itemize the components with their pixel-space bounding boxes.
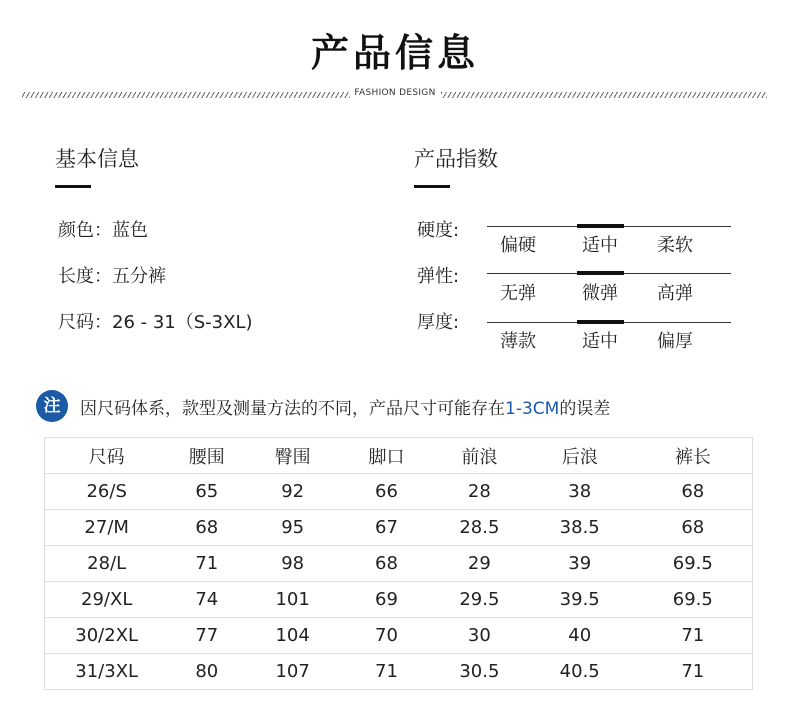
index-hardness-option: 柔软 [657, 235, 693, 256]
table-cell: 39 [526, 546, 634, 582]
table-cell: 39.5 [526, 582, 634, 618]
table-cell: 30 [433, 618, 526, 654]
table-row [45, 618, 753, 654]
table-cell: 71 [375, 661, 398, 682]
table-cell: 95 [245, 510, 340, 546]
table-cell: 68 [340, 546, 433, 582]
attr-length [58, 262, 166, 288]
table-header-cell: 裤长 [634, 438, 753, 474]
table-cell: 98 [245, 546, 340, 582]
table-header-cell: 前浪 [433, 438, 526, 474]
table-row [45, 582, 753, 618]
table-cell: 104 [245, 618, 340, 654]
note-badge-icon: 注 [36, 390, 68, 422]
table-cell: 107 [275, 661, 310, 682]
page-subtitle: FASHION DESIGN [354, 88, 436, 98]
table-cell: 28.5 [433, 510, 526, 546]
note-highlight: 1-3CM [505, 399, 560, 419]
attr-color [58, 216, 148, 242]
attr-color-value: 蓝色 [112, 220, 148, 241]
table-header-cell: 后浪 [526, 438, 634, 474]
index-thickness-option: 偏厚 [657, 331, 693, 352]
index-thickness-marker [577, 320, 624, 324]
table-header-cell: 臀围 [245, 438, 340, 474]
table-cell: 101 [245, 582, 340, 618]
index-elasticity-option: 无弹 [500, 283, 536, 304]
size-table [44, 437, 753, 690]
table-cell: 74 [168, 582, 245, 618]
table-cell: 70 [340, 618, 433, 654]
attr-size [58, 308, 253, 334]
size-note [80, 394, 610, 419]
table-cell: 71 [634, 618, 753, 654]
basic-info-title: 基本信息 [55, 147, 139, 171]
table-cell: 71 [168, 546, 245, 582]
table-row [45, 654, 753, 690]
table-row [45, 510, 753, 546]
table-cell: 40 [526, 618, 634, 654]
table-cell: 26/S [45, 474, 169, 510]
table-cell: 67 [340, 510, 433, 546]
attr-length-label: 长度： [58, 266, 112, 287]
table-cell: 29 [433, 546, 526, 582]
table-cell: 71 [681, 661, 705, 682]
index-hardness-option: 适中 [582, 235, 618, 256]
table-cell: 69 [340, 582, 433, 618]
table-cell: 69.5 [634, 546, 753, 582]
table-cell: 31/3XL [75, 661, 139, 682]
note-text-end: 的误差 [559, 399, 611, 419]
table-cell: 40.5 [559, 661, 600, 682]
index-elasticity-marker [577, 271, 624, 275]
table-header-cell: 尺码 [45, 438, 169, 474]
table-header-row [45, 438, 753, 474]
note-text: 因尺码体系，款型及测量方法的不同，产品尺寸可能存在 [80, 399, 505, 419]
index-elasticity-option: 高弹 [657, 283, 693, 304]
table-cell: 38 [526, 474, 634, 510]
attr-size-value: 26 - 31（S-3XL) [112, 312, 253, 333]
table-cell: 68 [168, 510, 245, 546]
table-row [45, 546, 753, 582]
table-cell: 66 [340, 474, 433, 510]
index-thickness-label: 厚度: [417, 312, 460, 333]
attr-length-value: 五分裤 [112, 266, 166, 287]
table-cell: 92 [245, 474, 340, 510]
table-cell: 28 [433, 474, 526, 510]
index-thickness-option: 薄款 [500, 331, 536, 352]
page-title: 产品信息 [310, 31, 479, 75]
table-cell: 69.5 [634, 582, 753, 618]
table-cell: 38.5 [526, 510, 634, 546]
table-cell: 68 [634, 510, 753, 546]
table-row [45, 474, 753, 510]
table-cell: 65 [168, 474, 245, 510]
table-cell: 30/2XL [45, 618, 169, 654]
table-cell: 68 [634, 474, 753, 510]
table-cell: 29.5 [433, 582, 526, 618]
index-hardness-marker [577, 224, 624, 228]
index-hardness-label: 硬度: [417, 220, 460, 241]
index-elasticity-option: 微弹 [582, 283, 618, 304]
table-cell: 80 [195, 661, 219, 682]
table-header-cell: 脚口 [340, 438, 433, 474]
table-header-cell: 腰围 [168, 438, 245, 474]
table-cell: 27/M [45, 510, 169, 546]
table-cell: 29/XL [45, 582, 169, 618]
basic-info-underline [55, 185, 91, 188]
table-cell: 28/L [45, 546, 169, 582]
index-thickness-option: 适中 [582, 331, 618, 352]
index-hardness-option: 偏硬 [500, 235, 536, 256]
product-index-underline [414, 185, 450, 188]
product-index-title: 产品指数 [414, 147, 498, 171]
table-cell: 30.5 [459, 661, 500, 682]
table-cell: 77 [168, 618, 245, 654]
attr-size-label: 尺码： [58, 312, 112, 333]
index-elasticity-label: 弹性: [417, 266, 460, 287]
attr-color-label: 颜色： [58, 220, 112, 241]
